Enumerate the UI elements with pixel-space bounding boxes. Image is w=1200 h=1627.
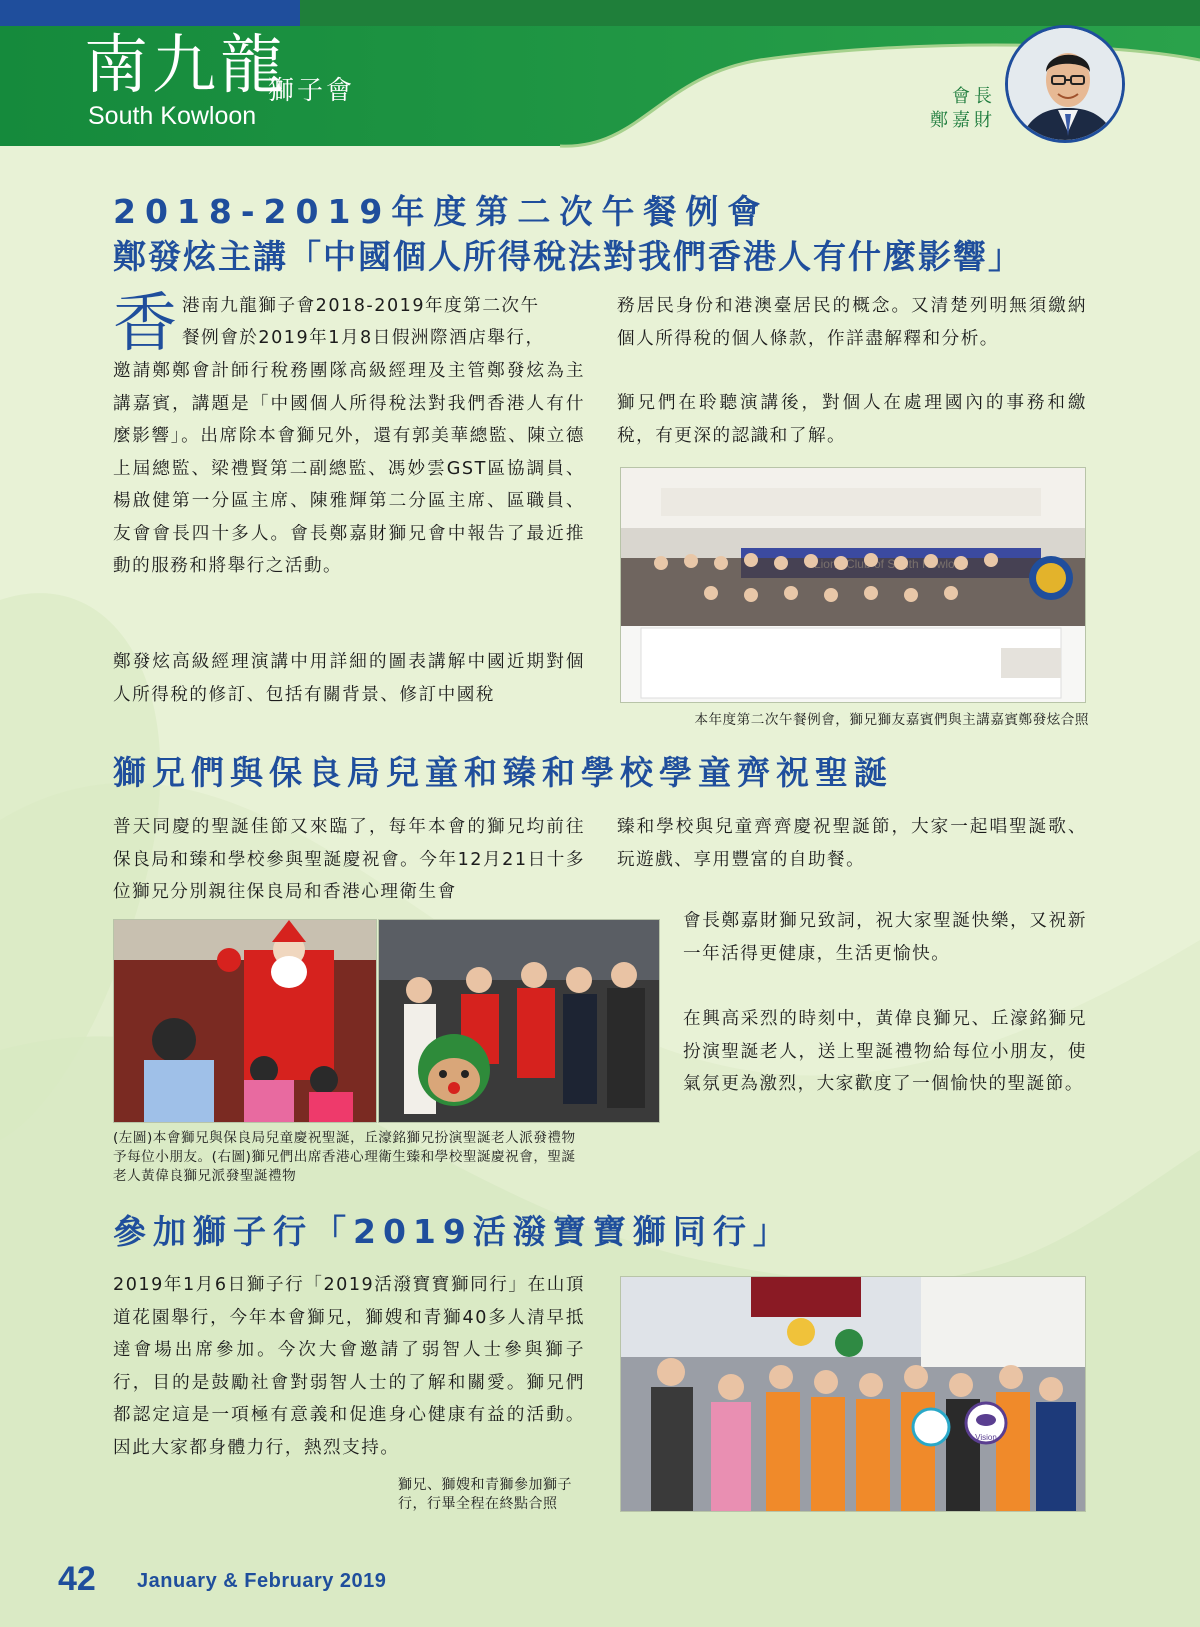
section1-para4: 獅兄們在聆聽演講後，對個人在處理國內的事務和繳稅，有更深的認識和了解。 [617, 393, 1087, 446]
christmas-caption-line2: 予每位小朋友。(右圖)獅兄們出席香港心理衛生臻和學校聖誕慶祝會，聖誕 [113, 1149, 576, 1165]
issue-date: January & February 2019 [137, 1570, 387, 1592]
christmas-photo-left [113, 919, 377, 1123]
christmas-photo-right [378, 919, 660, 1123]
section2-para2: 臻和學校與兒童齊齊慶祝聖誕節，大家一起唱聖誕歌、玩遊戲、享用豐富的自助餐。 [617, 817, 1087, 870]
section1-para1-line2: 餐例會於2019年1月8日假洲際酒店舉行， [182, 328, 545, 348]
section1-para1-line1: 港南九龍獅子會2018-2019年度第二次午 [182, 296, 540, 316]
page-number: 42 [58, 1560, 96, 1598]
club-name-chinese: 南九龍 [84, 29, 288, 103]
section3-para1: 2019年1月6日獅子行「2019活潑寶寶獅同行」在山頂道花園舉行，今年本會獅兄，獅嫂和青獅40多人清早抵達會場出席參加。今次大會邀請了弱智人士參與獅子行，目的是鼓勵社會對弱智人士的了解和關愛。獅兄們都認定這是一項極有意義和促進身心健康有益的活動。因此大家都身體力行，熱烈支持。 [113, 1275, 585, 1458]
president-title: 會長 [952, 86, 996, 107]
president-portrait [1005, 25, 1125, 143]
club-name-english: South Kowloon [88, 102, 257, 130]
section1-para2: 鄭發炫高級經理演講中用詳細的圖表講解中國近期對個人所得稅的修訂、包括有關背景、修訂中國稅 [113, 652, 585, 705]
lions-walk-caption-line2: 行，行畢全程在終點合照 [398, 1496, 558, 1512]
luncheon-photo-caption: 本年度第二次午餐例會，獅兄獅友嘉賓們與主講嘉賓鄭發炫合照 [694, 712, 1089, 728]
top-bar-blue [0, 0, 300, 26]
section2-para1: 普天同慶的聖誕佳節又來臨了，每年本會的獅兄均前往保良局和臻和學校參與聖誕慶祝會。今年12月21日十多位獅兄分別親往保良局和香港心理衛生會 [113, 817, 585, 902]
section3-title: 參加獅子行「2019活潑寶寶獅同行」 [113, 1212, 793, 1251]
club-name-chinese-suffix: 獅子會 [268, 76, 356, 106]
top-bar-green [300, 0, 1200, 26]
vision-sign-text: Vision [975, 1433, 997, 1442]
section1-title-line2: 鄭發炫主講「中國個人所得稅法對我們香港人有什麼影響」 [113, 237, 1023, 276]
section1-title-line1: 2018-2019年度第二次午餐例會 [113, 192, 770, 231]
luncheon-group-photo [620, 467, 1086, 703]
section2-title: 獅兄們與保良局兒童和臻和學校學童齊祝聖誕 [113, 753, 893, 792]
section2-para4: 在興高采烈的時刻中，黃偉良獅兄、丘濠銘獅兄扮演聖誕老人，送上聖誕禮物給每位小朋友，使氣氛更為激烈，大家歡度了一個愉快的聖誕節。 [683, 1009, 1087, 1094]
section1-para1: 邀請鄭鄭會計師行稅務團隊高級經理及主管鄭發炫為主講嘉賓，講題是「中國個人所得稅法對我們香港人有什麼影響」。出席除本會獅兄外，還有郭美華總監、陳立德上屆總監、梁禮賢第二副總監、馮妙雲GST區協調員、楊啟健第一分區主席、陳雅輝第二分區主席、區職員、友會會長四十多人。會長鄭嘉財獅兄會中報告了最近推動的服務和將舉行之活動。 [113, 361, 585, 576]
section1-para3: 務居民身份和港澳臺居民的概念。又清楚列明無須繳納個人所得稅的個人條款，作詳盡解釋和分析。 [617, 296, 1087, 349]
lions-walk-group-photo [620, 1276, 1086, 1512]
christmas-caption-line1: (左圖)本會獅兄與保良局兒童慶祝聖誕，丘濠銘獅兄扮演聖誕老人派發禮物 [113, 1130, 576, 1146]
christmas-caption-line3: 老人黃偉良獅兄派發聖誕禮物 [113, 1168, 297, 1184]
lions-walk-caption-line1: 獅兄、獅嫂和青獅參加獅子 [398, 1477, 572, 1493]
drop-cap: 香 [113, 287, 177, 361]
president-name: 鄭嘉財 [930, 110, 996, 131]
section2-para3: 會長鄭嘉財獅兄致詞，祝大家聖誕快樂，又祝新一年活得更健康，生活更愉快。 [683, 911, 1087, 964]
